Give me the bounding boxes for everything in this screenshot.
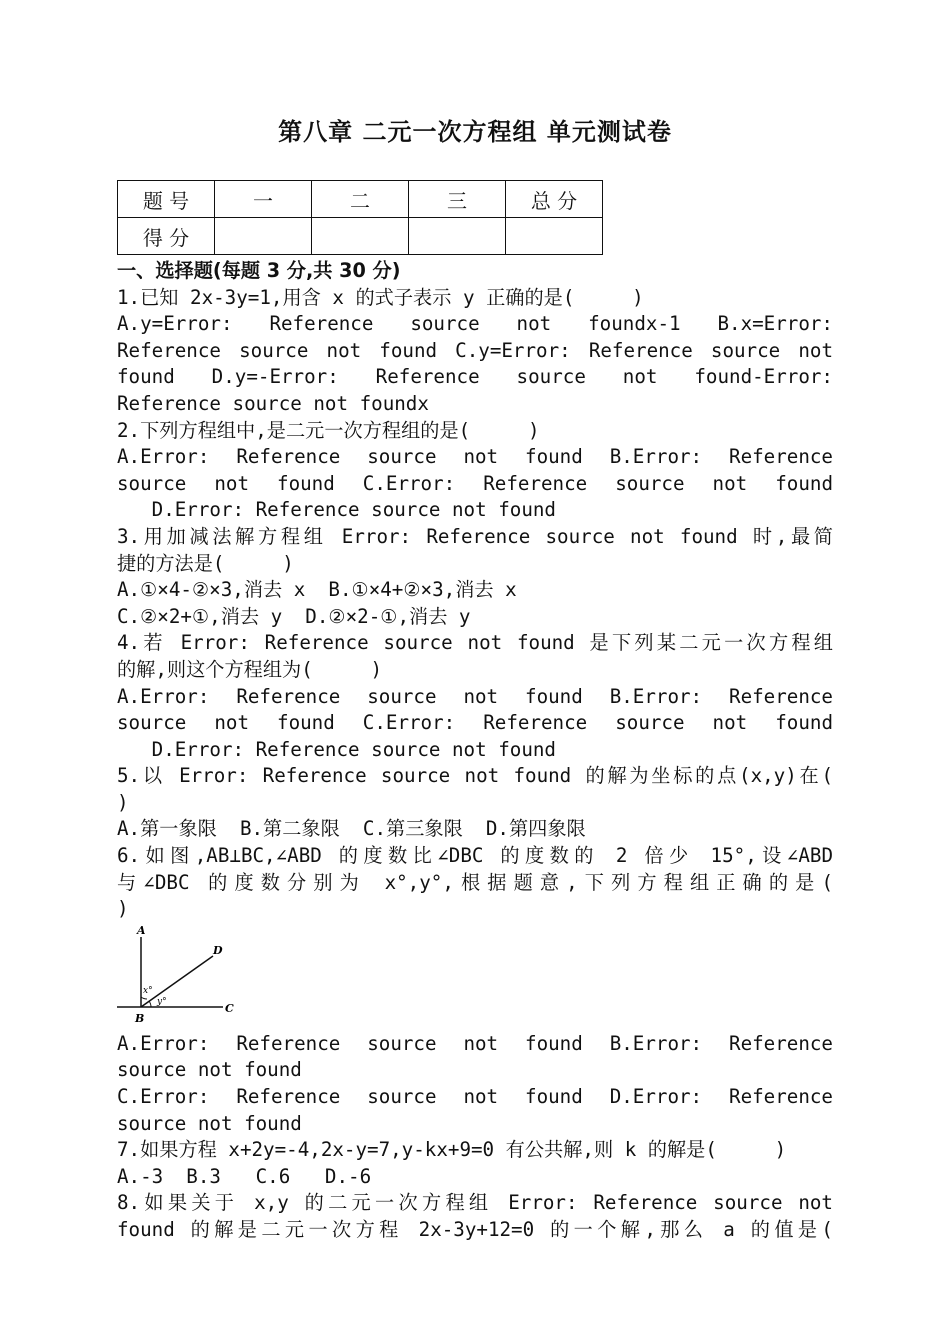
question-6: 与∠DBC 的度数分别为 x°,y°,根据题意,下列方程组正确的是( xyxy=(117,870,833,894)
question-4: 4.若 Error: Reference source not found 是下列某二元一次方程组 xyxy=(117,631,833,655)
angle-arc-y xyxy=(149,1001,151,1007)
score-table-score-row xyxy=(118,218,603,255)
score-cell xyxy=(409,218,506,255)
score-header-cell: 三 xyxy=(409,181,506,218)
label-y-angle: y° xyxy=(157,996,167,1007)
question-4-options: source not found C.Error: Reference source not found xyxy=(117,711,833,735)
question-6: 6.如图,AB⊥BC,∠ABD 的度数比∠DBC 的度数的 2 倍少 15°,设∠ABD xyxy=(117,844,833,868)
question-7-options: A.-3 B.3 C.6 D.-6 xyxy=(117,1164,372,1188)
question-1-options: Reference source not foundx xyxy=(117,391,429,415)
label-c: C xyxy=(225,1001,234,1015)
label-a: A xyxy=(137,923,146,937)
question-5-options: A.第一象限 B.第二象限 C.第三象限 D.第四象限 xyxy=(117,817,586,841)
question-1-options: Reference source not found C.y=Error: Reference source not xyxy=(117,338,833,362)
question-4-options: A.Error: Reference source not found B.Error: Reference xyxy=(117,684,833,708)
question-6-options: A.Error: Reference source not found B.Error: Reference xyxy=(117,1031,833,1055)
label-b: B xyxy=(135,1011,145,1025)
score-header-cell: 题 号 xyxy=(118,181,215,218)
question-6-options: source not found xyxy=(117,1111,302,1135)
score-table-header-row xyxy=(118,181,603,218)
score-header-cell: 二 xyxy=(312,181,409,218)
question-3: 3.用加减法解方程组 Error: Reference source not found 时,最简 xyxy=(117,524,833,548)
question-3: 捷的方法是( ) xyxy=(117,551,294,575)
question-8: 8.如果关于 x,y 的二元一次方程组 Error: Reference source not xyxy=(117,1191,833,1215)
score-row-label: 得 分 xyxy=(118,218,215,255)
question-3-options: A.①×4-②×3,消去 x B.①×4+②×3,消去 x xyxy=(117,578,517,602)
question-5: ) xyxy=(117,790,129,814)
score-cell xyxy=(506,218,603,255)
label-x-angle: x° xyxy=(143,985,153,996)
angle-diagram xyxy=(117,923,257,1031)
question-7: 7.如果方程 x+2y=-4,2x-y=7,y-kx+9=0 有公共解,则 k 的解是( ) xyxy=(117,1138,787,1162)
question-2-options: A.Error: Reference source not found B.Error: Reference xyxy=(117,445,833,469)
question-6-options: source not found xyxy=(117,1058,302,1082)
question-5: 5.以 Error: Reference source not found 的解为坐标的点(x,y)在( xyxy=(117,764,833,788)
score-table xyxy=(117,180,603,255)
question-1: 1.已知 2x-3y=1,用含 x 的式子表示 y 正确的是( ) xyxy=(117,285,644,309)
label-d: D xyxy=(213,943,223,957)
score-header-cell: 总 分 xyxy=(506,181,603,218)
question-6: ) xyxy=(117,897,129,921)
section-heading: 一、选择题(每题 3 分,共 30 分) xyxy=(117,259,401,282)
line-bd xyxy=(141,956,213,1007)
question-4-options: D.Error: Reference source not found xyxy=(117,737,556,761)
score-cell xyxy=(312,218,409,255)
question-1-options: found D.y=-Error: Reference source not found-Error: xyxy=(117,365,833,389)
question-content xyxy=(117,258,833,1244)
score-cell xyxy=(215,218,312,255)
page-title: 第八章 二元一次方程组 单元测试卷 xyxy=(278,118,672,146)
angle-figure xyxy=(117,923,833,1031)
score-header-cell: 一 xyxy=(215,181,312,218)
question-3-options: C.②×2+①,消去 y D.②×2-①,消去 y xyxy=(117,604,471,628)
question-4: 的解,则这个方程组为( ) xyxy=(117,657,383,681)
question-8: found 的解是二元一次方程 2x-3y+12=0 的一个解,那么 a 的值是( xyxy=(117,1218,833,1241)
question-6-options: C.Error: Reference source not found D.Error: Reference xyxy=(117,1085,833,1109)
question-1-options: A.y=Error: Reference source not foundx-1 B.x=Error: xyxy=(117,312,833,336)
angle-arc-x xyxy=(141,997,147,999)
question-2: 2.下列方程组中,是二元一次方程组的是( ) xyxy=(117,418,540,442)
question-2-options: D.Error: Reference source not found xyxy=(117,498,556,522)
question-2-options: source not found C.Error: Reference source not found xyxy=(117,471,833,495)
